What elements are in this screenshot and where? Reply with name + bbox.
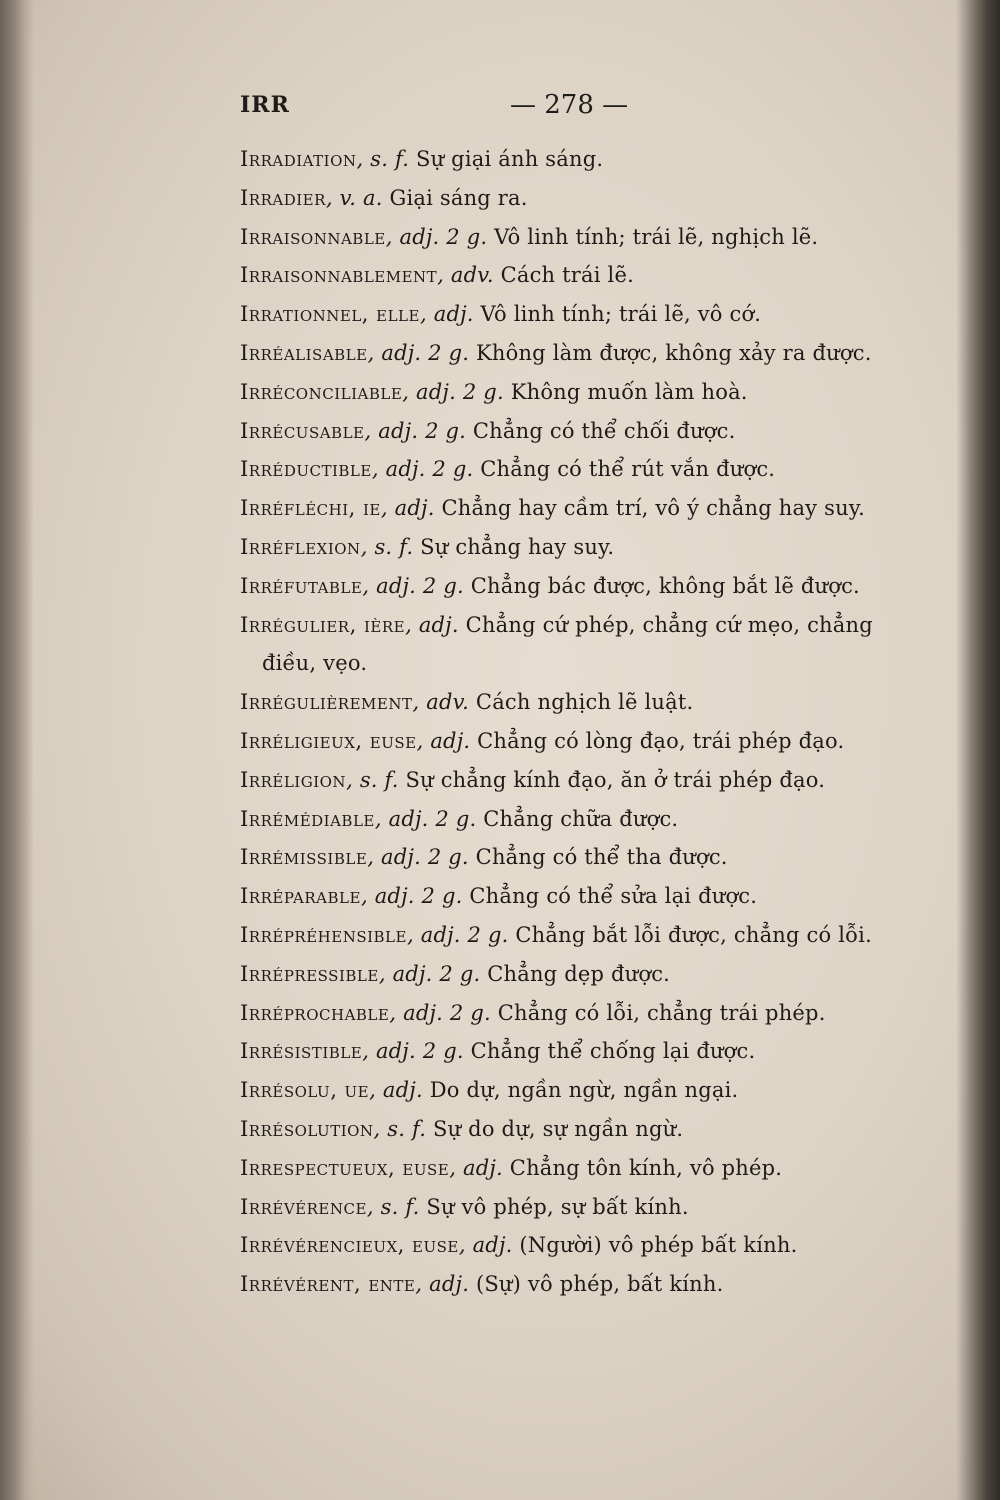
- dictionary-entry: [240, 877, 940, 916]
- grammar-label: , adj. 2 g.: [402, 379, 504, 404]
- definition: Chẳng thể chống lại được.: [463, 1039, 756, 1064]
- definition: Giại sáng ra.: [382, 185, 528, 210]
- dictionary-entry: [240, 1226, 940, 1265]
- headword: Irrémédiable: [240, 806, 375, 831]
- grammar-label: , adj.: [449, 1155, 503, 1180]
- definition: Chẳng bắt lỗi được, chẳng có lỗi.: [508, 922, 872, 947]
- dictionary-entry: [240, 334, 940, 373]
- grammar-label: , adj.: [419, 302, 474, 327]
- headword: Irrévérencieux, euse: [240, 1233, 459, 1258]
- headword: Irréfléchi, ie: [240, 496, 381, 521]
- definition: Không làm được, không xảy ra được.: [469, 340, 872, 365]
- definition: Chẳng có thể tha được.: [468, 845, 728, 870]
- dictionary-entry: [240, 1071, 940, 1110]
- headword: Irrévérence: [240, 1194, 367, 1219]
- dictionary-entry: [240, 838, 940, 877]
- headword: Irrégulièrement: [240, 690, 413, 715]
- headword: Irrégulier, ière: [240, 612, 406, 637]
- headword: Irréconciliable: [240, 379, 403, 404]
- headword: Irrépressible: [240, 961, 379, 986]
- definition: Chẳng bác được, không bắt lẽ được.: [463, 573, 860, 598]
- grammar-label: , adj. 2 g.: [385, 224, 488, 249]
- definition: Chẳng cứ phép, chẳng cứ mẹo, chẳng: [458, 612, 873, 637]
- headword: Irraisonnablement: [240, 263, 438, 288]
- grammar-label: , adj.: [415, 1272, 470, 1297]
- dictionary-entry: [240, 761, 940, 800]
- grammar-label: , adv.: [437, 263, 494, 288]
- headword: Irréligieux, euse: [240, 728, 417, 753]
- headword: Irrévérent, ente: [240, 1272, 416, 1297]
- definition: Không muốn làm hoà.: [503, 379, 748, 404]
- headword: Irrépréhensible: [240, 922, 407, 947]
- headword: Irréalisable: [240, 340, 368, 365]
- dictionary-entry: [240, 256, 940, 295]
- grammar-label: , adj. 2 g.: [367, 340, 470, 365]
- headword: Irradier: [240, 185, 326, 210]
- dictionary-entry: [240, 1265, 940, 1304]
- definition: Chẳng tôn kính, vô phép.: [502, 1155, 783, 1180]
- headword: Irradiation: [240, 147, 357, 171]
- dictionary-entry: [240, 955, 940, 994]
- definition: Vô linh tính; trái lẽ, vô cớ.: [473, 302, 762, 327]
- grammar-label: , adj. 2 g.: [364, 418, 467, 443]
- definition: Cách nghịch lẽ luật.: [469, 690, 694, 715]
- headword: Irrémissible: [240, 845, 368, 870]
- grammar-label: , adj.: [369, 1078, 423, 1103]
- guide-word: IRR: [240, 92, 290, 118]
- headword: Irrésolution: [240, 1116, 374, 1141]
- definition: Chẳng hay cầm trí, vô ý chẳng hay suy.: [434, 496, 865, 521]
- grammar-label: , adj.: [416, 728, 471, 753]
- dictionary-entry: [240, 1188, 940, 1227]
- definition: Chẳng có thể rút vắn được.: [473, 457, 776, 482]
- definition: Sự chẳng kính đạo, ăn ở trái phép đạo.: [398, 767, 826, 792]
- dictionary-entry: [240, 683, 940, 722]
- dictionary-entry: [240, 140, 940, 179]
- definition: Chẳng dẹp được.: [480, 961, 671, 986]
- dictionary-entry: [240, 295, 940, 334]
- headword: Irrationnel, elle: [240, 302, 420, 327]
- grammar-label: , s. f.: [366, 1194, 420, 1219]
- grammar-label: , s. f.: [373, 1116, 427, 1141]
- definition: (Sự) vô phép, bất kính.: [469, 1272, 724, 1297]
- headword: Irraisonnable: [240, 224, 386, 249]
- headword: Irrécusable: [240, 418, 365, 443]
- grammar-label: , adj. 2 g.: [371, 457, 474, 482]
- dictionary-entry: [240, 994, 940, 1033]
- grammar-label: , s. f.: [356, 147, 410, 171]
- grammar-label: , adj.: [405, 612, 459, 637]
- headword: Irréflexion: [240, 534, 361, 559]
- grammar-label: , v. a.: [325, 185, 383, 210]
- definition: Chẳng chữa được.: [476, 806, 679, 831]
- headword: Irrésolu, ue: [240, 1078, 370, 1103]
- grammar-label: , s. f.: [360, 534, 414, 559]
- grammar-label: , adj. 2 g.: [406, 922, 509, 947]
- headword: Irréparable: [240, 884, 361, 909]
- dictionary-entry: [240, 528, 940, 567]
- dictionary-entry: [240, 1149, 940, 1188]
- grammar-label: , adj. 2 g.: [374, 806, 477, 831]
- page-number: — 278 —: [510, 90, 629, 120]
- dictionary-entry: [240, 179, 940, 218]
- dictionary-entry: [240, 373, 940, 412]
- definition: Chẳng có lòng đạo, trái phép đạo.: [470, 728, 845, 753]
- dictionary-entry: [240, 218, 940, 257]
- definition: Sự vô phép, sự bất kính.: [419, 1194, 689, 1219]
- headword: Irrésistible: [240, 1039, 363, 1064]
- definition: Chẳng có lỗi, chẳng trái phép.: [490, 1000, 826, 1025]
- dictionary-entry: [240, 1032, 940, 1071]
- grammar-label: , adj. 2 g.: [360, 884, 463, 909]
- dictionary-entry: [240, 489, 940, 528]
- dictionary-entry: [240, 450, 940, 489]
- dictionary-entry: [240, 567, 940, 606]
- dictionary-entry: [240, 800, 940, 839]
- grammar-label: , adj.: [380, 496, 435, 521]
- grammar-label: , adj. 2 g.: [389, 1000, 491, 1025]
- dictionary-entry: [240, 1110, 940, 1149]
- grammar-label: , adj. 2 g.: [378, 961, 481, 986]
- grammar-label: , adj.: [458, 1233, 513, 1258]
- grammar-label: , s. f.: [346, 767, 399, 792]
- page-edge-shadow: [956, 0, 1000, 1500]
- definition: (Người) vô phép bất kính.: [512, 1233, 798, 1258]
- grammar-label: , adj. 2 g.: [367, 845, 469, 870]
- dictionary-entry: [240, 916, 940, 955]
- grammar-label: , adj. 2 g.: [362, 1039, 464, 1064]
- grammar-label: , adj. 2 g.: [362, 573, 464, 598]
- grammar-label: , adv.: [412, 690, 470, 715]
- definition: Sự chẳng hay suy.: [413, 534, 615, 559]
- page-gutter-shadow: [0, 0, 34, 1500]
- dictionary-entry: [240, 606, 940, 684]
- definition: Sự do dự, sự ngần ngừ.: [426, 1116, 684, 1141]
- definition: Vô linh tính; trái lẽ, nghịch lẽ.: [487, 224, 819, 249]
- definition: Do dự, ngần ngừ, ngần ngại.: [422, 1078, 739, 1103]
- headword: Irréligion: [240, 767, 347, 792]
- definition: Cách trái lẽ.: [493, 263, 634, 288]
- definition: Chẳng có thể chối được.: [466, 418, 736, 443]
- definition: Chẳng có thể sửa lại được.: [462, 884, 758, 909]
- page-header: [240, 86, 940, 130]
- headword: Irrespectueux, euse: [240, 1155, 450, 1180]
- definition-continuation: điều, vẹo.: [262, 651, 368, 676]
- headword: Irréductible: [240, 457, 372, 482]
- dictionary-entry: [240, 722, 940, 761]
- headword: Irréprochable: [240, 1000, 390, 1025]
- dictionary-entry: [240, 412, 940, 451]
- headword: Irréfutable: [240, 573, 363, 598]
- definition: Sự giại ánh sáng.: [409, 147, 604, 171]
- dictionary-entries: [240, 140, 940, 1320]
